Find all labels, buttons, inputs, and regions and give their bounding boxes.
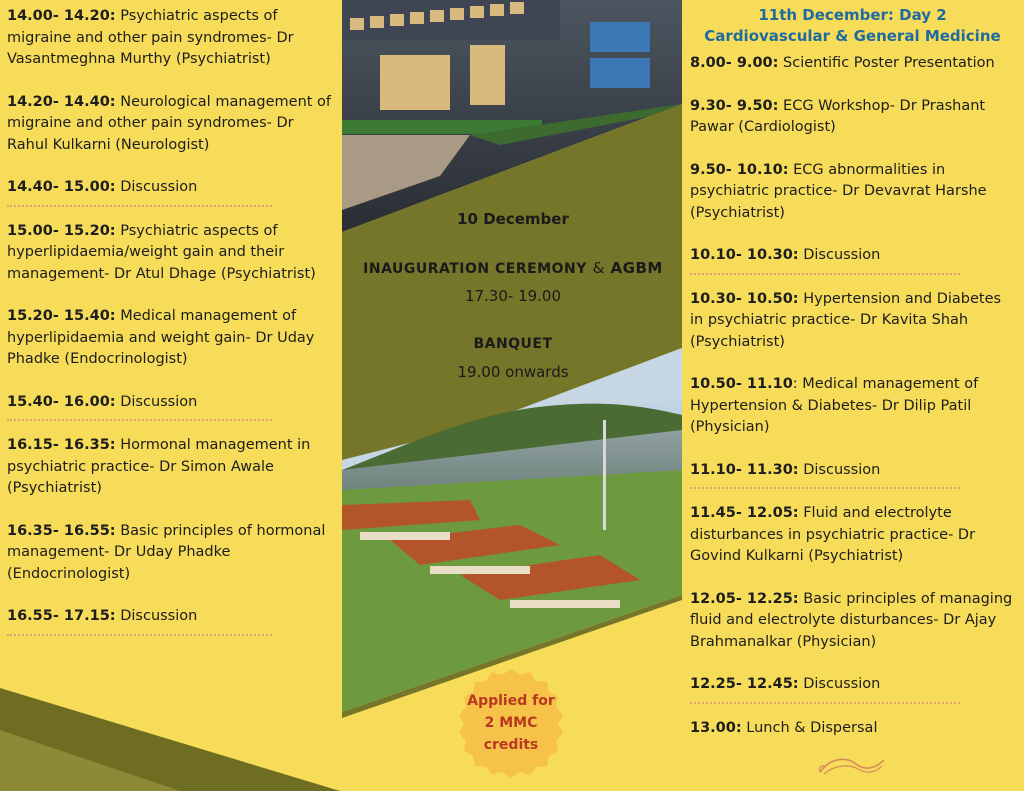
schedule-entry <box>690 160 1015 225</box>
schedule-entry <box>7 177 332 199</box>
entry-time: 10.10- 10.30: <box>690 247 799 263</box>
entry-time: 10.50- 11.10 <box>690 376 793 392</box>
day2-title-line1: 11th December: Day 2 <box>758 6 947 24</box>
schedule-entry <box>7 92 332 157</box>
mmc-credits-badge <box>448 668 574 778</box>
schedule-entry <box>690 503 1015 568</box>
entry-text: Scientific Poster Presentation <box>778 55 995 71</box>
schedule-entry <box>7 6 332 71</box>
entry-time: 9.30- 9.50: <box>690 97 779 114</box>
schedule-entry <box>7 606 332 628</box>
schedule-entry <box>690 289 1015 354</box>
schedule-entry <box>7 392 332 414</box>
schedule-entry <box>690 374 1015 439</box>
entry-time: 15.00- 15.20: <box>7 222 116 239</box>
entry-text: Hypertension and Diabetes in psychiatric practice- Dr Kavita Shah (Psychiatrist) <box>690 290 1002 350</box>
entry-time: 15.40- 16.00: <box>7 393 116 410</box>
entry-text: Discussion <box>798 676 881 692</box>
entry-time: 14.40- 15.00: <box>7 179 116 195</box>
entry-text: Discussion <box>115 393 198 410</box>
dotted-divider <box>7 419 272 421</box>
schedule-entry <box>690 718 1015 740</box>
entry-text: Psychiatric aspects of migraine and other pain syndromes- Dr Vasantmeghna Murthy (Psychiatrist) <box>7 8 294 67</box>
badge-line-2: 2 MMC <box>484 715 538 731</box>
schedule-entry <box>690 245 1015 267</box>
event-date: 10 December <box>457 210 569 228</box>
entry-text: Discussion <box>115 608 198 624</box>
entry-time: 16.15- 16.35: <box>7 437 116 453</box>
entry-time: 13.00: <box>690 719 742 736</box>
entry-time: 11.45- 12.05: <box>690 505 799 521</box>
entry-text: Neurological management of migraine and other pain syndromes- Dr Rahul Kulkarni (Neurologist) <box>7 93 332 153</box>
entry-text: Basic principles of hormonal management- Dr Uday Phadke (Endocrinologist) <box>7 522 326 582</box>
day2-title <box>690 5 1015 47</box>
dotted-divider <box>7 205 272 207</box>
entry-text: ECG abnormalities in psychiatric practice- Dr Devavrat Harshe (Psychiatrist) <box>690 161 987 221</box>
entry-time: 14.00- 14.20: <box>7 8 116 24</box>
schedule-entry <box>690 96 1015 139</box>
entry-time: 8.00- 9.00: <box>690 55 779 71</box>
badge-line-3: credits <box>483 737 539 753</box>
ceremony-label: INAUGURATION CEREMONY <box>363 261 587 277</box>
entry-text: Discussion <box>798 247 881 263</box>
entry-text: Hormonal management in psychiatric practice- Dr Simon Awale (Psychiatrist) <box>7 437 311 496</box>
schedule-entry <box>690 589 1015 654</box>
schedule-entry <box>7 435 332 500</box>
entry-time: 16.55- 17.15: <box>7 608 116 624</box>
entry-text: Basic principles of managing fluid and electrolyte disturbances- Dr Ajay Brahmanalkar (Physician) <box>690 590 1013 650</box>
agbm-label: AGBM <box>610 259 663 277</box>
entry-time: 12.25- 12.45: <box>690 676 799 692</box>
entry-text: Discussion <box>798 461 881 478</box>
dotted-divider <box>690 273 960 275</box>
day2-title-line2: Cardiovascular & General Medicine <box>704 27 1001 45</box>
ampersand: & <box>592 259 605 277</box>
entry-text: Lunch & Dispersal <box>741 719 878 736</box>
entry-time: 10.30- 10.50: <box>690 290 799 307</box>
badge-line-1: Applied for <box>467 693 555 709</box>
entry-text: ECG Workshop- Dr Prashant Pawar (Cardiologist) <box>690 97 986 135</box>
entry-text: Fluid and electrolyte disturbances in psychiatric practice- Dr Govind Kulkarni (Psychiatrist) <box>690 505 976 564</box>
schedule-entry <box>7 521 332 586</box>
entry-text: : Medical management of Hypertension & Diabetes- Dr Dilip Patil (Physician) <box>690 376 979 435</box>
dotted-divider <box>690 702 960 704</box>
entry-time: 14.20- 14.40: <box>7 93 116 110</box>
entry-time: 11.10- 11.30: <box>690 461 799 478</box>
entry-text: Psychiatric aspects of hyperlipidaemia/weight gain and their management- Dr Atul Dhage (Psychiatrist) <box>7 222 316 282</box>
flourish-ornament-icon <box>816 754 888 778</box>
dotted-divider <box>7 634 272 636</box>
entry-time: 12.05- 12.25: <box>690 590 799 607</box>
schedule-entry <box>690 460 1015 482</box>
banquet-title: BANQUET <box>473 336 553 352</box>
day1-schedule-continued <box>7 6 332 650</box>
ceremony-title <box>340 259 686 277</box>
entry-time: 9.50- 10.10: <box>690 161 789 178</box>
entry-time: 16.35- 16.55: <box>7 522 116 539</box>
day2-schedule <box>690 5 1015 739</box>
schedule-entry <box>690 674 1015 696</box>
schedule-entry <box>7 306 332 371</box>
entry-text: Medical management of hyperlipidaemia and weight gain- Dr Uday Phadke (Endocrinologist) <box>7 308 315 367</box>
dotted-divider <box>690 487 960 489</box>
ceremony-time: 17.30- 19.00 <box>464 287 562 305</box>
banquet-time: 19.00 onwards <box>457 363 569 381</box>
entry-time: 15.20- 15.40: <box>7 308 116 324</box>
schedule-entry <box>690 53 1015 75</box>
entry-text: Discussion <box>115 179 198 195</box>
schedule-entry <box>7 221 332 286</box>
